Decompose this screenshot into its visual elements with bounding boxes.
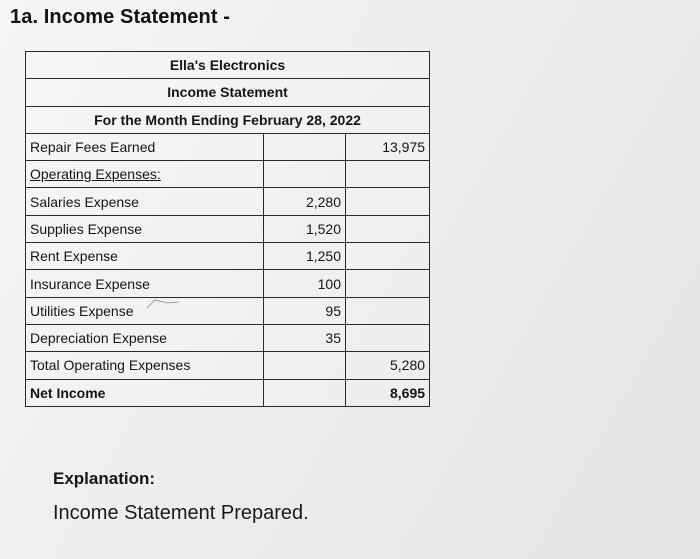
row-amount-col1: 1,520 [264, 215, 346, 242]
row-amount-col1 [264, 161, 346, 188]
row-amount-col2 [346, 324, 430, 351]
row-amount-col2 [346, 215, 430, 242]
explanation-body: Income Statement Prepared. [53, 502, 309, 524]
row-amount-col2 [346, 188, 430, 215]
title-row [26, 79, 430, 106]
table-row [26, 270, 430, 297]
company-name: Ella's Electronics [26, 52, 430, 79]
row-amount-col2: 13,975 [346, 133, 430, 160]
row-label: Supplies Expense [26, 215, 264, 242]
table-row [26, 215, 430, 242]
income-statement-table [25, 51, 430, 407]
period-row [26, 106, 430, 133]
row-amount-col1: 1,250 [264, 243, 346, 270]
table-row [26, 297, 430, 324]
row-amount-col1: 35 [264, 324, 346, 351]
row-amount-col1 [264, 352, 346, 379]
page-heading: 1a. Income Statement - [10, 6, 231, 28]
row-amount-col1: 95 [264, 297, 346, 324]
row-label: Net Income [26, 379, 264, 406]
row-label: Depreciation Expense [26, 324, 264, 351]
explanation-title: Explanation: [53, 469, 156, 488]
row-amount-col1: 2,280 [264, 188, 346, 215]
company-row [26, 52, 430, 79]
row-label: Utilities Expense [26, 297, 264, 324]
table-row [26, 133, 430, 160]
table-row [26, 379, 430, 406]
row-label: Rent Expense [26, 243, 264, 270]
row-label: Repair Fees Earned [26, 133, 264, 160]
row-label: Operating Expenses: [26, 161, 264, 188]
row-amount-col1 [264, 133, 346, 160]
row-amount-col1: 100 [264, 270, 346, 297]
statement-period: For the Month Ending February 28, 2022 [26, 106, 430, 133]
statement-title: Income Statement [26, 79, 430, 106]
table-row [26, 161, 430, 188]
table-row [26, 324, 430, 351]
row-label: Total Operating Expenses [26, 352, 264, 379]
row-label: Insurance Expense [26, 270, 264, 297]
table-row [26, 243, 430, 270]
row-label: Salaries Expense [26, 188, 264, 215]
row-amount-col1 [264, 379, 346, 406]
row-amount-col2: 5,280 [346, 352, 430, 379]
row-amount-col2 [346, 161, 430, 188]
table-row [26, 352, 430, 379]
row-amount-col2 [346, 243, 430, 270]
row-amount-col2 [346, 297, 430, 324]
row-amount-col2 [346, 270, 430, 297]
row-amount-col2: 8,695 [346, 379, 430, 406]
table-row [26, 188, 430, 215]
